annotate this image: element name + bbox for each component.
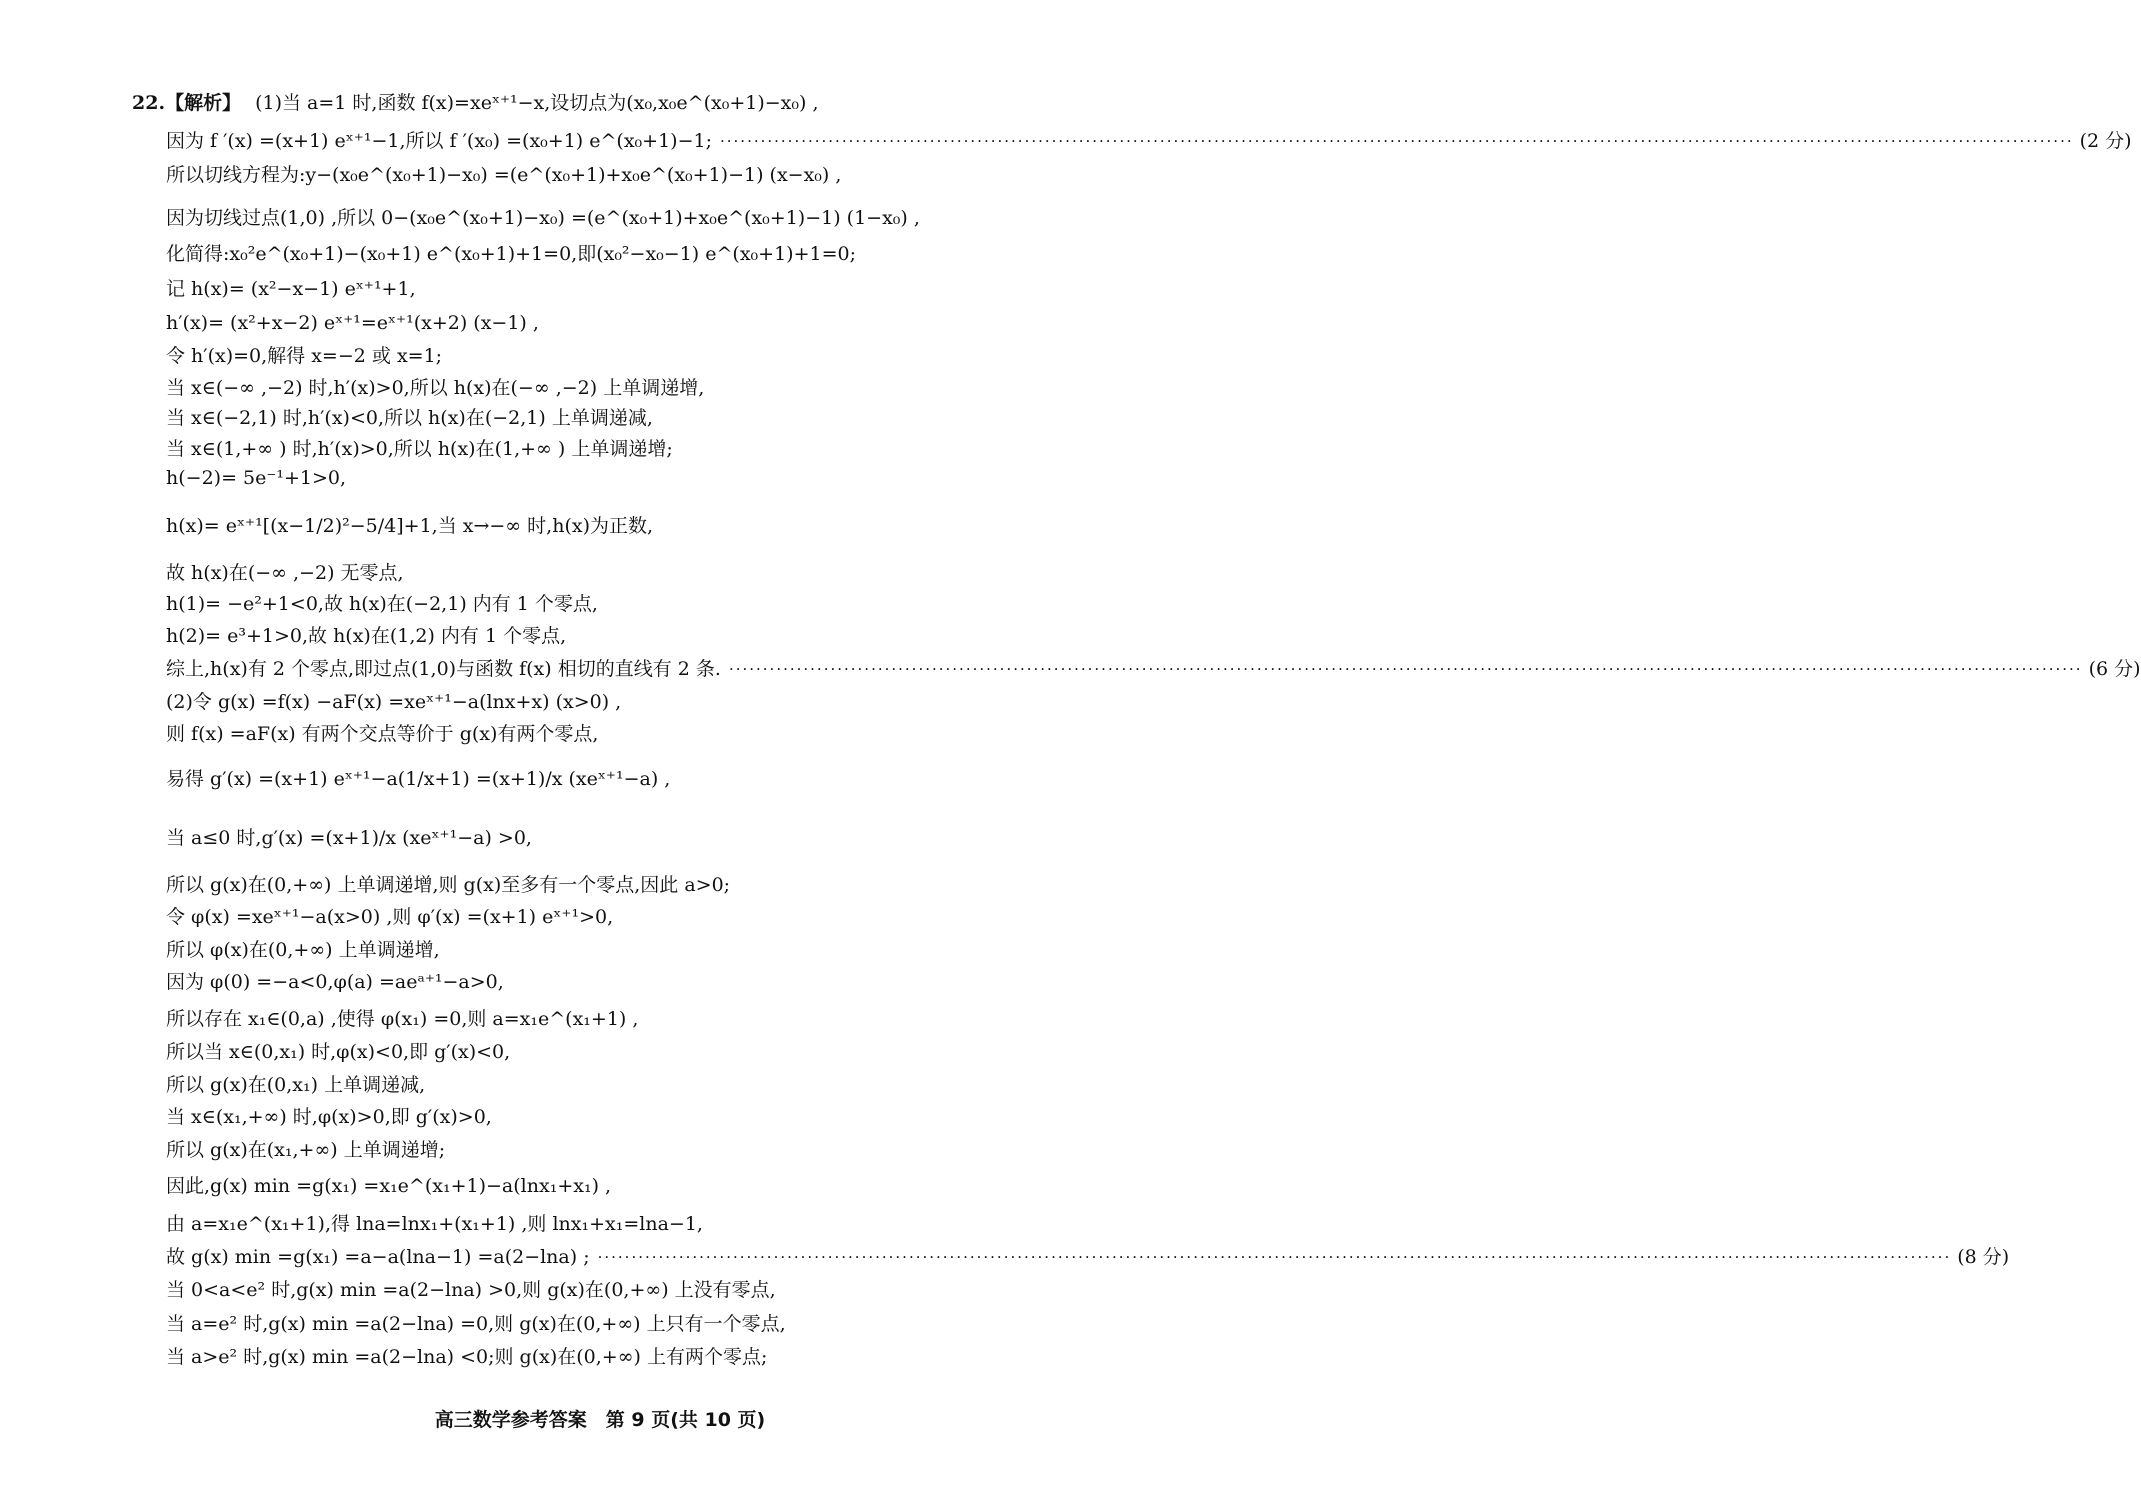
line-text: 所以 φ(x)在(0,+∞) 上单调递增, <box>166 939 440 961</box>
solution-line <box>166 307 1068 339</box>
line-text: 当 x∈(−∞ ,−2) 时,h′(x)>0,所以 h(x)在(−∞ ,−2) 上单调递增, <box>166 377 705 399</box>
line-text: h(x)= eˣ⁺¹[(x−1/2)²−5/4]+1,当 x→−∞ 时,h(x)为正数, <box>166 515 654 537</box>
question-number: 22. <box>132 92 166 114</box>
line-text: 所以 g(x)在(0,+∞) 上单调递增,则 g(x)至多有一个零点,因此 a>0; <box>166 874 731 896</box>
score-label: (2 分) <box>2079 130 2132 152</box>
line-text: 综上,h(x)有 2 个零点,即过点(1,0)与函数 f(x) 相切的直线有 2 条. <box>166 658 721 680</box>
solution-line <box>166 557 1068 589</box>
line-text: 因为 φ(0) =−a<0,φ(a) =aeᵃ⁺¹−a>0, <box>166 971 504 993</box>
solution-line <box>166 372 1068 404</box>
solution-line <box>166 686 1068 718</box>
solution-line <box>166 763 1068 795</box>
line-text: 因为切线过点(1,0) ,所以 0−(x₀e^(x₀+1)−x₀) =(e^(x₀+1)+x₀e^(x₀+1)−1) (1−x₀) , <box>166 207 920 229</box>
solution-line <box>166 273 1068 305</box>
line-text: 当 x∈(x₁,+∞) 时,φ(x)>0,即 g′(x)>0, <box>166 1106 492 1128</box>
line-text: 令 h′(x)=0,解得 x=−2 或 x=1; <box>166 345 443 367</box>
solution-line <box>132 87 1068 119</box>
line-text: 所以 g(x)在(x₁,+∞) 上单调递增; <box>166 1139 446 1161</box>
line-text: h′(x)= (x²+x−2) eˣ⁺¹=eˣ⁺¹(x+2) (x−1) , <box>166 312 539 334</box>
line-text: 当 x∈(−2,1) 时,h′(x)<0,所以 h(x)在(−2,1) 上单调递减, <box>166 407 653 429</box>
solution-line <box>166 1241 2010 1273</box>
line-text: 所以切线方程为:y−(x₀e^(x₀+1)−x₀) =(e^(x₀+1)+x₀e^(x₀+1)−1) (x−x₀) , <box>166 164 842 186</box>
dot-leader: ········································································································································································································ <box>728 660 2083 678</box>
solution-line <box>166 1308 1068 1340</box>
line-text: 当 0<a<e² 时,g(x) min =a(2−lna) >0,则 g(x)在(0,+∞) 上没有零点, <box>166 1279 776 1301</box>
solution-line <box>166 901 1068 933</box>
score-label: (8 分) <box>1957 1246 2010 1268</box>
solution-line <box>166 202 1068 234</box>
analysis-tag: 【解析】 <box>165 92 242 114</box>
solution-line <box>166 340 1068 372</box>
line-text: 所以 g(x)在(0,x₁) 上单调递减, <box>166 1074 426 1096</box>
solution-line <box>166 1134 1068 1166</box>
line-text: h(2)= e³+1>0,故 h(x)在(1,2) 内有 1 个零点, <box>166 625 567 647</box>
line-text: 所以当 x∈(0,x₁) 时,φ(x)<0,即 g′(x)<0, <box>166 1041 511 1063</box>
line-text: 因为 f ′(x) =(x+1) eˣ⁺¹−1,所以 f ′(x₀) =(x₀+1) e^(x₀+1)−1; <box>166 130 712 152</box>
solution-line <box>166 510 1068 542</box>
line-text: 故 g(x) min =g(x₁) =a−a(lna−1) =a(2−lna) ; <box>166 1246 590 1268</box>
score-label: (6 分) <box>2088 658 2141 680</box>
solution-line <box>166 1101 1068 1133</box>
line-text: 易得 g′(x) =(x+1) eˣ⁺¹−a(1/x+1) =(x+1)/x (xeˣ⁺¹−a) , <box>166 768 671 790</box>
line-text: 当 a>e² 时,g(x) min =a(2−lna) <0;则 g(x)在(0,+∞) 上有两个零点; <box>166 1346 768 1368</box>
line-text: 当 x∈(1,+∞ ) 时,h′(x)>0,所以 h(x)在(1,+∞ ) 上单调递增; <box>166 438 673 460</box>
solution-line <box>166 433 1068 465</box>
solution-line <box>166 1341 1068 1373</box>
solution-line <box>166 1208 1068 1240</box>
line-text: h(1)= −e²+1<0,故 h(x)在(−2,1) 内有 1 个零点, <box>166 593 598 615</box>
line-text: 因此,g(x) min =g(x₁) =x₁e^(x₁+1)−a(lnx₁+x₁) , <box>166 1175 612 1197</box>
line-text: 令 φ(x) =xeˣ⁺¹−a(x>0) ,则 φ′(x) =(x+1) eˣ⁺¹>0, <box>166 906 614 928</box>
line-text: 记 h(x)= (x²−x−1) eˣ⁺¹+1, <box>166 278 416 300</box>
solution-line <box>166 125 2132 157</box>
line-text: 所以存在 x₁∈(0,a) ,使得 φ(x₁) =0,则 a=x₁e^(x₁+1) , <box>166 1008 639 1030</box>
solution-line <box>166 934 1068 966</box>
solution-line <box>166 402 1068 434</box>
solution-line <box>166 588 1068 620</box>
solution-line <box>166 1274 1068 1306</box>
solution-line <box>166 1069 1068 1101</box>
line-text: 由 a=x₁e^(x₁+1),得 lna=lnx₁+(x₁+1) ,则 lnx₁+x₁=lna−1, <box>166 1213 703 1235</box>
solution-line <box>166 238 1068 270</box>
solution-line <box>166 1003 1068 1035</box>
line-text: (2)令 g(x) =f(x) −aF(x) =xeˣ⁺¹−a(lnx+x) (x>0) , <box>166 691 622 713</box>
line-text: 则 f(x) =aF(x) 有两个交点等价于 g(x)有两个零点, <box>166 723 599 745</box>
line-text: 当 a≤0 时,g′(x) =(x+1)/x (xeˣ⁺¹−a) >0, <box>166 827 532 849</box>
solution-line <box>166 869 1068 901</box>
solution-line <box>166 620 1068 652</box>
solution-line <box>166 462 1068 494</box>
page-footer: 高三数学参考答案 第 9 页(共 10 页) <box>434 1409 766 1431</box>
dot-leader: ········································································································································································································ <box>720 132 2074 150</box>
solution-line <box>166 718 1068 750</box>
solution-line <box>166 822 1068 854</box>
solution-line <box>166 159 1068 191</box>
solution-line <box>166 1036 1068 1068</box>
line-text: 化简得:x₀²e^(x₀+1)−(x₀+1) e^(x₀+1)+1=0,即(x₀²−x₀−1) e^(x₀+1)+1=0; <box>166 243 857 265</box>
solution-line <box>166 653 2141 685</box>
line-text: 故 h(x)在(−∞ ,−2) 无零点, <box>166 562 404 584</box>
line-text: 当 a=e² 时,g(x) min =a(2−lna) =0,则 g(x)在(0,+∞) 上只有一个零点, <box>166 1313 786 1335</box>
line-text: (1)当 a=1 时,函数 f(x)=xeˣ⁺¹−x,设切点为(x₀,x₀e^(x₀+1)−x₀) , <box>255 92 819 114</box>
dot-leader: ········································································································································································································ <box>597 1248 1952 1266</box>
solution-line <box>166 966 1068 998</box>
solution-line <box>166 1170 1068 1202</box>
line-text: h(−2)= 5e⁻¹+1>0, <box>166 467 347 489</box>
